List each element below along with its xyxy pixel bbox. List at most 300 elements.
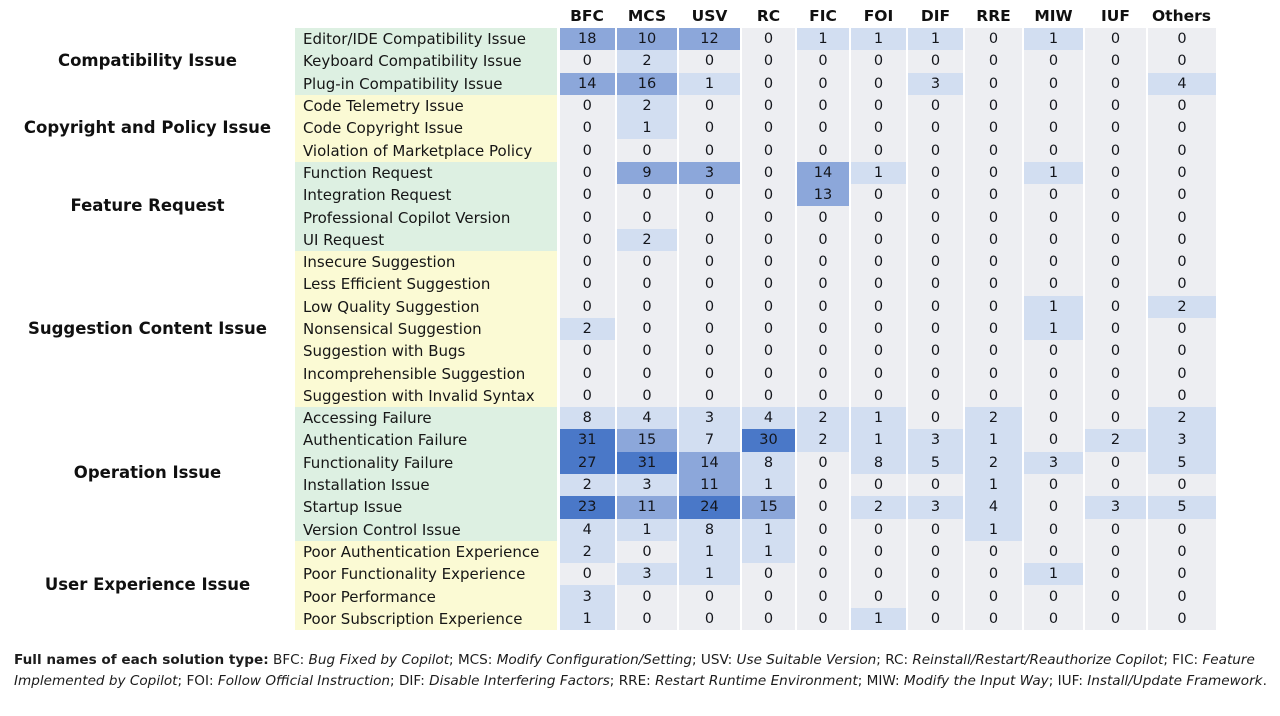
heatmap-cell: 0 xyxy=(796,585,850,607)
caption-abbr: USV: xyxy=(700,652,737,668)
heatmap-cell: 0 xyxy=(1147,117,1216,139)
heatmap-cell: 14 xyxy=(678,452,741,474)
heatmap-cell: 0 xyxy=(1023,608,1084,630)
heatmap-cell: 0 xyxy=(964,608,1023,630)
heatmap-cell: 2 xyxy=(558,541,616,563)
heatmap-cell: 0 xyxy=(1084,184,1147,206)
heatmap-cell: 0 xyxy=(558,385,616,407)
heatmap-cell: 0 xyxy=(850,73,907,95)
heatmap-cell: 0 xyxy=(741,585,796,607)
column-header-usv: USV xyxy=(691,7,728,25)
caption-full-name: Follow Official Instruction xyxy=(217,672,391,689)
heatmap-cell: 0 xyxy=(741,95,796,117)
heatmap-cell: 0 xyxy=(850,318,907,340)
heatmap-cell: 23 xyxy=(558,496,616,518)
heatmap-cell: 3 xyxy=(1147,429,1216,451)
heatmap-cell: 0 xyxy=(796,608,850,630)
heatmap-cell: 30 xyxy=(741,429,796,451)
heatmap-cell: 0 xyxy=(1084,362,1147,384)
heatmap-cell: 0 xyxy=(1023,251,1084,273)
heatmap-cell: 0 xyxy=(741,296,796,318)
heatmap-cell: 0 xyxy=(616,273,678,295)
heatmap-cell: 0 xyxy=(964,162,1023,184)
heatmap-cell: 0 xyxy=(1023,585,1084,607)
heatmap-cell: 31 xyxy=(616,452,678,474)
heatmap-cell: 0 xyxy=(796,273,850,295)
heatmap-cell: 2 xyxy=(558,474,616,496)
row-label: Authentication Failure xyxy=(295,429,558,451)
heatmap-cell: 2 xyxy=(796,407,850,429)
heatmap-cell: 0 xyxy=(1023,362,1084,384)
heatmap-cell: 0 xyxy=(850,541,907,563)
heatmap-cell: 3 xyxy=(907,429,964,451)
heatmap-cell: 1 xyxy=(796,28,850,50)
heatmap-cell: 0 xyxy=(796,73,850,95)
heatmap-cell: 2 xyxy=(616,95,678,117)
heatmap-cell: 0 xyxy=(1147,28,1216,50)
column-header-others: Others xyxy=(1151,7,1211,25)
heatmap-cell: 3 xyxy=(678,162,741,184)
heatmap-cell: 18 xyxy=(558,28,616,50)
heatmap-cell: 0 xyxy=(678,184,741,206)
group-label-feature-request: Feature Request xyxy=(0,162,295,251)
heatmap-cell: 0 xyxy=(1023,184,1084,206)
heatmap-cell: 1 xyxy=(678,563,741,585)
heatmap-cell: 1 xyxy=(558,608,616,630)
heatmap-cell: 2 xyxy=(796,429,850,451)
heatmap-cell: 0 xyxy=(796,519,850,541)
caption-abbr: DIF: xyxy=(398,672,430,689)
heatmap-cell: 2 xyxy=(1084,429,1147,451)
group-label-compatibility-issue: Compatibility Issue xyxy=(0,28,295,95)
heatmap-cell: 0 xyxy=(850,519,907,541)
heatmap-cell: 0 xyxy=(964,139,1023,161)
heatmap-cell: 0 xyxy=(964,385,1023,407)
heatmap-cell: 0 xyxy=(741,162,796,184)
caption-body: BFC: Bug Fixed by Copilot; MCS: Modify Configuration/Setting; USV: Use Suitable Version; RC: Reinstall/Restart/Reauthorize Copilot; FIC: Feature Implemented by Copilot; FOI: Follow Official Instruction; DIF: Disable Interfering Factors; RRE: Restart Runtime Environment; MIW: Modify the Input Way; IUF: Install/Update Framework. xyxy=(14,652,1267,689)
heatmap-cell: 0 xyxy=(741,50,796,72)
heatmap-cell: 0 xyxy=(907,362,964,384)
heatmap-cell: 0 xyxy=(616,296,678,318)
heatmap-cell: 0 xyxy=(1023,429,1084,451)
heatmap-cell: 0 xyxy=(850,296,907,318)
heatmap-cell: 0 xyxy=(907,563,964,585)
heatmap-cell: 0 xyxy=(907,541,964,563)
heatmap-cell: 24 xyxy=(678,496,741,518)
heatmap-cell: 0 xyxy=(1084,541,1147,563)
heatmap-cell: 0 xyxy=(796,206,850,228)
heatmap-cell: 1 xyxy=(964,474,1023,496)
heatmap-cell: 0 xyxy=(558,563,616,585)
heatmap-cell: 0 xyxy=(1147,385,1216,407)
heatmap-cell: 1 xyxy=(850,407,907,429)
row-label: Suggestion with Invalid Syntax xyxy=(295,385,558,407)
heatmap-cell: 0 xyxy=(796,117,850,139)
heatmap-cell: 0 xyxy=(616,251,678,273)
heatmap-cell: 1 xyxy=(1023,318,1084,340)
heatmap-cell: 0 xyxy=(907,206,964,228)
caption-abbr: RRE: xyxy=(618,672,656,689)
heatmap-cell: 0 xyxy=(1084,563,1147,585)
column-header-fic: FIC xyxy=(809,7,837,25)
heatmap-cell: 0 xyxy=(558,206,616,228)
heatmap-cell: 0 xyxy=(558,139,616,161)
heatmap-cell: 0 xyxy=(907,407,964,429)
heatmap-cell: 0 xyxy=(796,251,850,273)
heatmap-cell: 0 xyxy=(616,541,678,563)
heatmap-cell: 0 xyxy=(964,362,1023,384)
heatmap-cell: 0 xyxy=(964,184,1023,206)
heatmap-cell: 0 xyxy=(741,318,796,340)
heatmap-cell: 0 xyxy=(1147,95,1216,117)
row-label: Violation of Marketplace Policy xyxy=(295,139,558,161)
heatmap-cell: 0 xyxy=(616,206,678,228)
heatmap-cell: 31 xyxy=(558,429,616,451)
heatmap-cell: 0 xyxy=(558,296,616,318)
heatmap-cell: 0 xyxy=(741,362,796,384)
heatmap-cell: 3 xyxy=(616,474,678,496)
heatmap-cell: 3 xyxy=(907,73,964,95)
heatmap-cell: 0 xyxy=(1084,318,1147,340)
heatmap-cell: 0 xyxy=(616,318,678,340)
row-label: Professional Copilot Version xyxy=(295,206,558,228)
row-label: Poor Subscription Experience xyxy=(295,608,558,630)
heatmap-cell: 0 xyxy=(1084,585,1147,607)
table-row xyxy=(0,251,1216,273)
heatmap-cell: 1 xyxy=(850,28,907,50)
heatmap-cell: 0 xyxy=(907,474,964,496)
heatmap-cell: 0 xyxy=(850,474,907,496)
heatmap-cell: 14 xyxy=(558,73,616,95)
heatmap-cell: 0 xyxy=(678,585,741,607)
heatmap-cell: 0 xyxy=(907,273,964,295)
heatmap-cell: 4 xyxy=(741,407,796,429)
heatmap-cell: 0 xyxy=(1147,474,1216,496)
row-label: Insecure Suggestion xyxy=(295,251,558,273)
caption-abbr: MIW: xyxy=(866,672,904,689)
heatmap-cell: 0 xyxy=(741,608,796,630)
heatmap-cell: 0 xyxy=(678,340,741,362)
caption-abbr: BFC: xyxy=(273,652,309,668)
caption-full-name: Disable Interfering Factors xyxy=(429,672,610,689)
heatmap-cell: 0 xyxy=(1147,162,1216,184)
heatmap-cell: 0 xyxy=(964,229,1023,251)
heatmap-cell: 0 xyxy=(1084,28,1147,50)
heatmap-cell: 0 xyxy=(1147,229,1216,251)
caption-prefix: Full names of each solution type: xyxy=(14,652,269,668)
heatmap-cell: 0 xyxy=(558,95,616,117)
row-label: Low Quality Suggestion xyxy=(295,296,558,318)
group-label-suggestion-content-issue: Suggestion Content Issue xyxy=(0,251,295,407)
heatmap-cell: 0 xyxy=(1023,340,1084,362)
heatmap-cell: 0 xyxy=(741,117,796,139)
heatmap-cell: 0 xyxy=(1147,519,1216,541)
heatmap-cell: 0 xyxy=(616,184,678,206)
caption-abbr: FOI: xyxy=(186,672,218,689)
heatmap-cell: 0 xyxy=(850,229,907,251)
heatmap-cell: 1 xyxy=(741,541,796,563)
heatmap-cell: 0 xyxy=(741,229,796,251)
heatmap-cell: 0 xyxy=(678,117,741,139)
row-label: Version Control Issue xyxy=(295,519,558,541)
heatmap-cell: 0 xyxy=(850,117,907,139)
heatmap-cell: 0 xyxy=(907,50,964,72)
heatmap-cell: 2 xyxy=(558,318,616,340)
heatmap-cell: 0 xyxy=(1023,385,1084,407)
heatmap-cell: 0 xyxy=(964,318,1023,340)
heatmap-cell: 0 xyxy=(1147,139,1216,161)
heatmap-cell: 0 xyxy=(1147,585,1216,607)
heatmap-cell: 0 xyxy=(907,608,964,630)
heatmap-cell: 0 xyxy=(558,229,616,251)
heatmap-cell: 15 xyxy=(741,496,796,518)
caption-full-name: Restart Runtime Environment xyxy=(655,672,858,689)
heatmap-cell: 0 xyxy=(678,608,741,630)
row-label: Incomprehensible Suggestion xyxy=(295,362,558,384)
heatmap-cell: 1 xyxy=(678,541,741,563)
heatmap-cell: 0 xyxy=(678,251,741,273)
heatmap-cell: 0 xyxy=(741,184,796,206)
heatmap-cell: 0 xyxy=(907,585,964,607)
heatmap-cell: 0 xyxy=(850,585,907,607)
issue-solution-heatmap-figure xyxy=(0,4,1216,630)
heatmap-cell: 0 xyxy=(796,229,850,251)
heatmap-cell: 0 xyxy=(558,362,616,384)
heatmap-cell: 0 xyxy=(1023,273,1084,295)
row-label: Less Efficient Suggestion xyxy=(295,273,558,295)
table-row xyxy=(0,28,1216,50)
heatmap-cell: 0 xyxy=(678,95,741,117)
heatmap-cell: 0 xyxy=(796,563,850,585)
header-spacer xyxy=(295,4,558,28)
heatmap-cell: 0 xyxy=(907,519,964,541)
heatmap-cell: 16 xyxy=(616,73,678,95)
caption-abbr: IUF: xyxy=(1057,672,1088,689)
heatmap-cell: 0 xyxy=(796,362,850,384)
heatmap-cell: 0 xyxy=(1023,519,1084,541)
heatmap-cell: 9 xyxy=(616,162,678,184)
caption-full-name: Modify the Input Way xyxy=(903,672,1049,689)
heatmap-cell: 10 xyxy=(616,28,678,50)
heatmap-cell: 11 xyxy=(678,474,741,496)
heatmap-cell: 27 xyxy=(558,452,616,474)
heatmap-cell: 2 xyxy=(964,407,1023,429)
column-header-rre: RRE xyxy=(976,7,1011,25)
heatmap-cell: 0 xyxy=(850,95,907,117)
heatmap-cell: 3 xyxy=(616,563,678,585)
heatmap-cell: 2 xyxy=(964,452,1023,474)
heatmap-cell: 0 xyxy=(964,28,1023,50)
heatmap-cell: 0 xyxy=(678,296,741,318)
heatmap-cell: 0 xyxy=(850,206,907,228)
heatmap-cell: 0 xyxy=(1147,563,1216,585)
heatmap-cell: 1 xyxy=(678,73,741,95)
heatmap-cell: 0 xyxy=(558,251,616,273)
heatmap-cell: 0 xyxy=(1147,251,1216,273)
heatmap-cell: 0 xyxy=(1023,117,1084,139)
row-label: Code Telemetry Issue xyxy=(295,95,558,117)
heatmap-cell: 2 xyxy=(850,496,907,518)
heatmap-cell: 0 xyxy=(1023,229,1084,251)
heatmap-cell: 0 xyxy=(796,452,850,474)
heatmap-cell: 0 xyxy=(616,139,678,161)
heatmap-cell: 0 xyxy=(1147,184,1216,206)
heatmap-cell: 1 xyxy=(616,117,678,139)
column-header-rc: RC xyxy=(756,7,781,25)
heatmap-cell: 3 xyxy=(1023,452,1084,474)
heatmap-cell: 1 xyxy=(1023,563,1084,585)
heatmap-cell: 5 xyxy=(907,452,964,474)
heatmap-cell: 0 xyxy=(741,28,796,50)
issue-solution-heatmap-table xyxy=(0,4,1216,630)
caption-full-name: Bug Fixed by Copilot xyxy=(308,652,450,668)
heatmap-cell: 0 xyxy=(1084,340,1147,362)
heatmap-cell: 1 xyxy=(850,429,907,451)
heatmap-cell: 0 xyxy=(558,184,616,206)
heatmap-cell: 8 xyxy=(850,452,907,474)
heatmap-cell: 12 xyxy=(678,28,741,50)
heatmap-cell: 0 xyxy=(796,385,850,407)
heatmap-cell: 8 xyxy=(741,452,796,474)
heatmap-cell: 0 xyxy=(796,541,850,563)
row-label: Poor Functionality Experience xyxy=(295,563,558,585)
heatmap-cell: 0 xyxy=(1023,474,1084,496)
heatmap-cell: 0 xyxy=(1084,117,1147,139)
heatmap-cell: 0 xyxy=(907,385,964,407)
heatmap-cell: 0 xyxy=(850,273,907,295)
heatmap-cell: 0 xyxy=(741,251,796,273)
caption-abbr: FIC: xyxy=(1172,652,1203,668)
heatmap-cell: 0 xyxy=(1084,519,1147,541)
heatmap-cell: 0 xyxy=(1147,340,1216,362)
caption-full-name: Use Suitable Version xyxy=(736,652,877,668)
group-label-operation-issue: Operation Issue xyxy=(0,407,295,541)
heatmap-cell: 0 xyxy=(796,496,850,518)
heatmap-cell: 0 xyxy=(796,340,850,362)
heatmap-cell: 0 xyxy=(678,229,741,251)
heatmap-cell: 0 xyxy=(741,340,796,362)
heatmap-cell: 0 xyxy=(907,162,964,184)
row-label: UI Request xyxy=(295,229,558,251)
caption-full-name: Install/Update Framework xyxy=(1087,672,1263,689)
table-row xyxy=(0,407,1216,429)
heatmap-cell: 0 xyxy=(796,296,850,318)
heatmap-cell: 1 xyxy=(850,162,907,184)
heatmap-cell: 0 xyxy=(964,73,1023,95)
heatmap-cell: 0 xyxy=(796,474,850,496)
header-row xyxy=(0,4,1216,28)
row-label: Functionality Failure xyxy=(295,452,558,474)
heatmap-cell: 0 xyxy=(1023,139,1084,161)
row-label: Nonsensical Suggestion xyxy=(295,318,558,340)
heatmap-cell: 0 xyxy=(850,50,907,72)
heatmap-cell: 0 xyxy=(907,340,964,362)
heatmap-cell: 3 xyxy=(1084,496,1147,518)
heatmap-cell: 0 xyxy=(1023,73,1084,95)
heatmap-cell: 0 xyxy=(678,318,741,340)
caption-abbr: MCS: xyxy=(457,652,497,668)
heatmap-cell: 14 xyxy=(796,162,850,184)
heatmap-cell: 0 xyxy=(741,385,796,407)
caption-abbr: RC: xyxy=(885,652,913,668)
heatmap-cell: 1 xyxy=(964,519,1023,541)
heatmap-cell: 0 xyxy=(850,184,907,206)
heatmap-cell: 1 xyxy=(964,429,1023,451)
heatmap-cell: 0 xyxy=(741,73,796,95)
heatmap-cell: 0 xyxy=(850,362,907,384)
heatmap-cell: 0 xyxy=(1084,296,1147,318)
heatmap-cell: 0 xyxy=(1084,139,1147,161)
heatmap-cell: 0 xyxy=(558,117,616,139)
row-label: Plug-in Compatibility Issue xyxy=(295,73,558,95)
heatmap-cell: 1 xyxy=(1023,162,1084,184)
heatmap-cell: 0 xyxy=(907,229,964,251)
heatmap-cell: 0 xyxy=(907,318,964,340)
column-header-foi: FOI xyxy=(863,7,894,25)
heatmap-cell: 0 xyxy=(1147,541,1216,563)
heatmap-cell: 0 xyxy=(1147,608,1216,630)
heatmap-cell: 1 xyxy=(1023,296,1084,318)
heatmap-cell: 0 xyxy=(1084,407,1147,429)
heatmap-cell: 1 xyxy=(741,474,796,496)
group-label-user-experience-issue: User Experience Issue xyxy=(0,541,295,630)
heatmap-cell: 0 xyxy=(558,162,616,184)
caption-full-name: Reinstall/Restart/Reauthorize Copilot xyxy=(912,652,1164,668)
row-label: Integration Request xyxy=(295,184,558,206)
heatmap-cell: 5 xyxy=(1147,452,1216,474)
heatmap-cell: 0 xyxy=(1084,608,1147,630)
heatmap-cell: 11 xyxy=(616,496,678,518)
heatmap-cell: 0 xyxy=(558,50,616,72)
heatmap-cell: 0 xyxy=(1084,206,1147,228)
heatmap-cell: 4 xyxy=(1147,73,1216,95)
heatmap-cell: 0 xyxy=(850,139,907,161)
heatmap-cell: 0 xyxy=(1084,162,1147,184)
heatmap-cell: 0 xyxy=(1023,541,1084,563)
heatmap-cell: 0 xyxy=(558,273,616,295)
heatmap-cell: 4 xyxy=(964,496,1023,518)
heatmap-cell: 0 xyxy=(850,251,907,273)
row-label: Poor Authentication Experience xyxy=(295,541,558,563)
heatmap-cell: 0 xyxy=(964,95,1023,117)
heatmap-cell: 0 xyxy=(741,563,796,585)
heatmap-cell: 0 xyxy=(964,563,1023,585)
heatmap-cell: 0 xyxy=(907,95,964,117)
heatmap-cell: 0 xyxy=(1084,452,1147,474)
heatmap-cell: 0 xyxy=(1084,273,1147,295)
heatmap-cell: 0 xyxy=(907,251,964,273)
heatmap-cell: 0 xyxy=(1084,251,1147,273)
heatmap-cell: 0 xyxy=(796,95,850,117)
heatmap-cell: 0 xyxy=(558,340,616,362)
heatmap-cell: 0 xyxy=(964,50,1023,72)
row-label: Keyboard Compatibility Issue xyxy=(295,50,558,72)
heatmap-cell: 0 xyxy=(1084,474,1147,496)
column-header-bfc: BFC xyxy=(570,7,604,25)
heatmap-cell: 0 xyxy=(907,117,964,139)
heatmap-cell: 1 xyxy=(616,519,678,541)
column-header-miw: MIW xyxy=(1034,7,1073,25)
heatmap-cell: 0 xyxy=(964,340,1023,362)
heatmap-cell: 0 xyxy=(907,296,964,318)
heatmap-cell: 0 xyxy=(1084,50,1147,72)
heatmap-cell: 0 xyxy=(964,585,1023,607)
row-label: Function Request xyxy=(295,162,558,184)
heatmap-cell: 2 xyxy=(616,229,678,251)
figure-caption xyxy=(14,650,1268,691)
heatmap-cell: 3 xyxy=(558,585,616,607)
heatmap-cell: 15 xyxy=(616,429,678,451)
